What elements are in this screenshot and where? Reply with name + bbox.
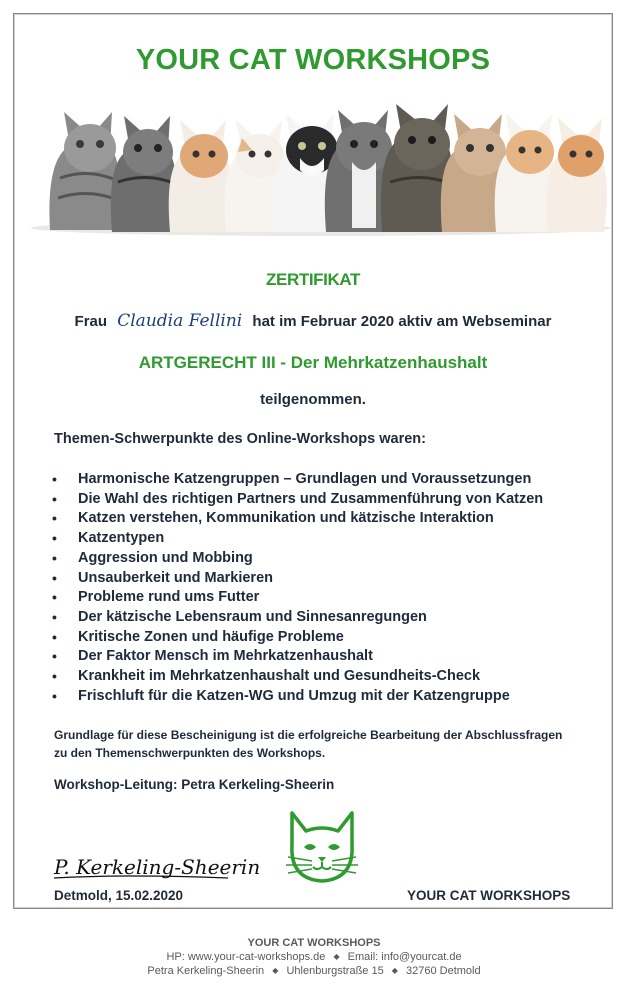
- participated-text: teilgenommen.: [260, 391, 366, 408]
- footer-contact: [0, 950, 628, 964]
- list-item: • Die Wahl des richtigen Partners und Zusammenführung von Katzen: [52, 490, 543, 510]
- list-item: • Katzentypen: [52, 529, 543, 549]
- kitten-3: [169, 120, 233, 232]
- list-item: • Frischluft für die Katzen-WG und Umzug mit der Katzengruppe: [52, 687, 543, 707]
- footer-email[interactable]: Email: info@yourcat.de: [347, 951, 462, 963]
- list-item: • Krankheit im Mehrkatzenhaushalt und Gesundheits-Check: [52, 667, 543, 687]
- participant-name: Claudia Fellini: [117, 311, 243, 331]
- separator-icon: ◆: [391, 966, 398, 975]
- participant-line: [14, 311, 612, 331]
- footer-address: [0, 964, 628, 978]
- course-title: ARTGERECHT III - Der Mehrkatzenhaushalt: [138, 353, 488, 372]
- page-footer: [0, 936, 628, 978]
- list-item: • Probleme rund ums Futter: [52, 588, 543, 608]
- separator-icon: ◆: [333, 952, 340, 961]
- list-item: • Aggression und Mobbing: [52, 549, 543, 569]
- participation-text: hat im Februar 2020 aktiv am Webseminar: [252, 313, 552, 330]
- cat-logo-icon: [282, 809, 362, 885]
- certificate-basis: [54, 726, 594, 762]
- list-item: • Harmonische Katzengruppen – Grundlagen und Voraussetzungen: [52, 470, 543, 490]
- topics-intro: Themen-Schwerpunkte des Online-Workshops waren:: [54, 431, 426, 447]
- footer-person: Petra Kerkeling-Sheerin: [147, 965, 265, 977]
- workshop-leadership: Workshop-Leitung: Petra Kerkeling-Sheerin: [54, 777, 335, 792]
- list-item: • Unsauberkeit und Markieren: [52, 569, 543, 589]
- list-item: • Der kätzische Lebensraum und Sinnesanregungen: [52, 608, 543, 628]
- page-title: YOUR CAT WORKSHOPS: [135, 44, 491, 76]
- signature-text: P. Kerkeling-Sheerin: [54, 855, 261, 879]
- list-item: • Katzen verstehen, Kommunikation und kätzische Interaktion: [52, 509, 543, 529]
- footer-website[interactable]: HP: www.your-cat-workshops.de: [166, 951, 326, 963]
- kitten-2: [111, 116, 177, 232]
- place-date: Detmold, 15.02.2020: [54, 888, 184, 903]
- organization-name: YOUR CAT WORKSHOPS: [407, 888, 571, 903]
- kitten-10: [547, 118, 607, 232]
- kitten-1: [49, 112, 119, 230]
- basis-line-1: Grundlage für diese Bescheinigung ist die erfolgreiche Bearbeitung der Abschlussfragen: [54, 728, 563, 742]
- topics-list: [52, 470, 543, 706]
- salutation: Frau: [74, 313, 108, 330]
- certificate-frame: [13, 13, 613, 909]
- signature-image: [50, 844, 261, 888]
- footer-city: 32760 Detmold: [405, 965, 481, 977]
- footer-company: YOUR CAT WORKSHOPS: [247, 937, 381, 949]
- separator-icon: ◆: [272, 966, 279, 975]
- kittens-banner-image: [30, 98, 612, 238]
- footer-street: Uhlenburgstraße 15: [286, 965, 384, 977]
- list-item: • Der Faktor Mensch im Mehrkatzenhaushalt: [52, 647, 543, 667]
- basis-line-2: zu den Themenschwerpunkten des Workshops.: [54, 746, 326, 760]
- certificate-heading: ZERTIFIKAT: [266, 270, 360, 289]
- list-item: • Kritische Zonen und häufige Probleme: [52, 628, 543, 648]
